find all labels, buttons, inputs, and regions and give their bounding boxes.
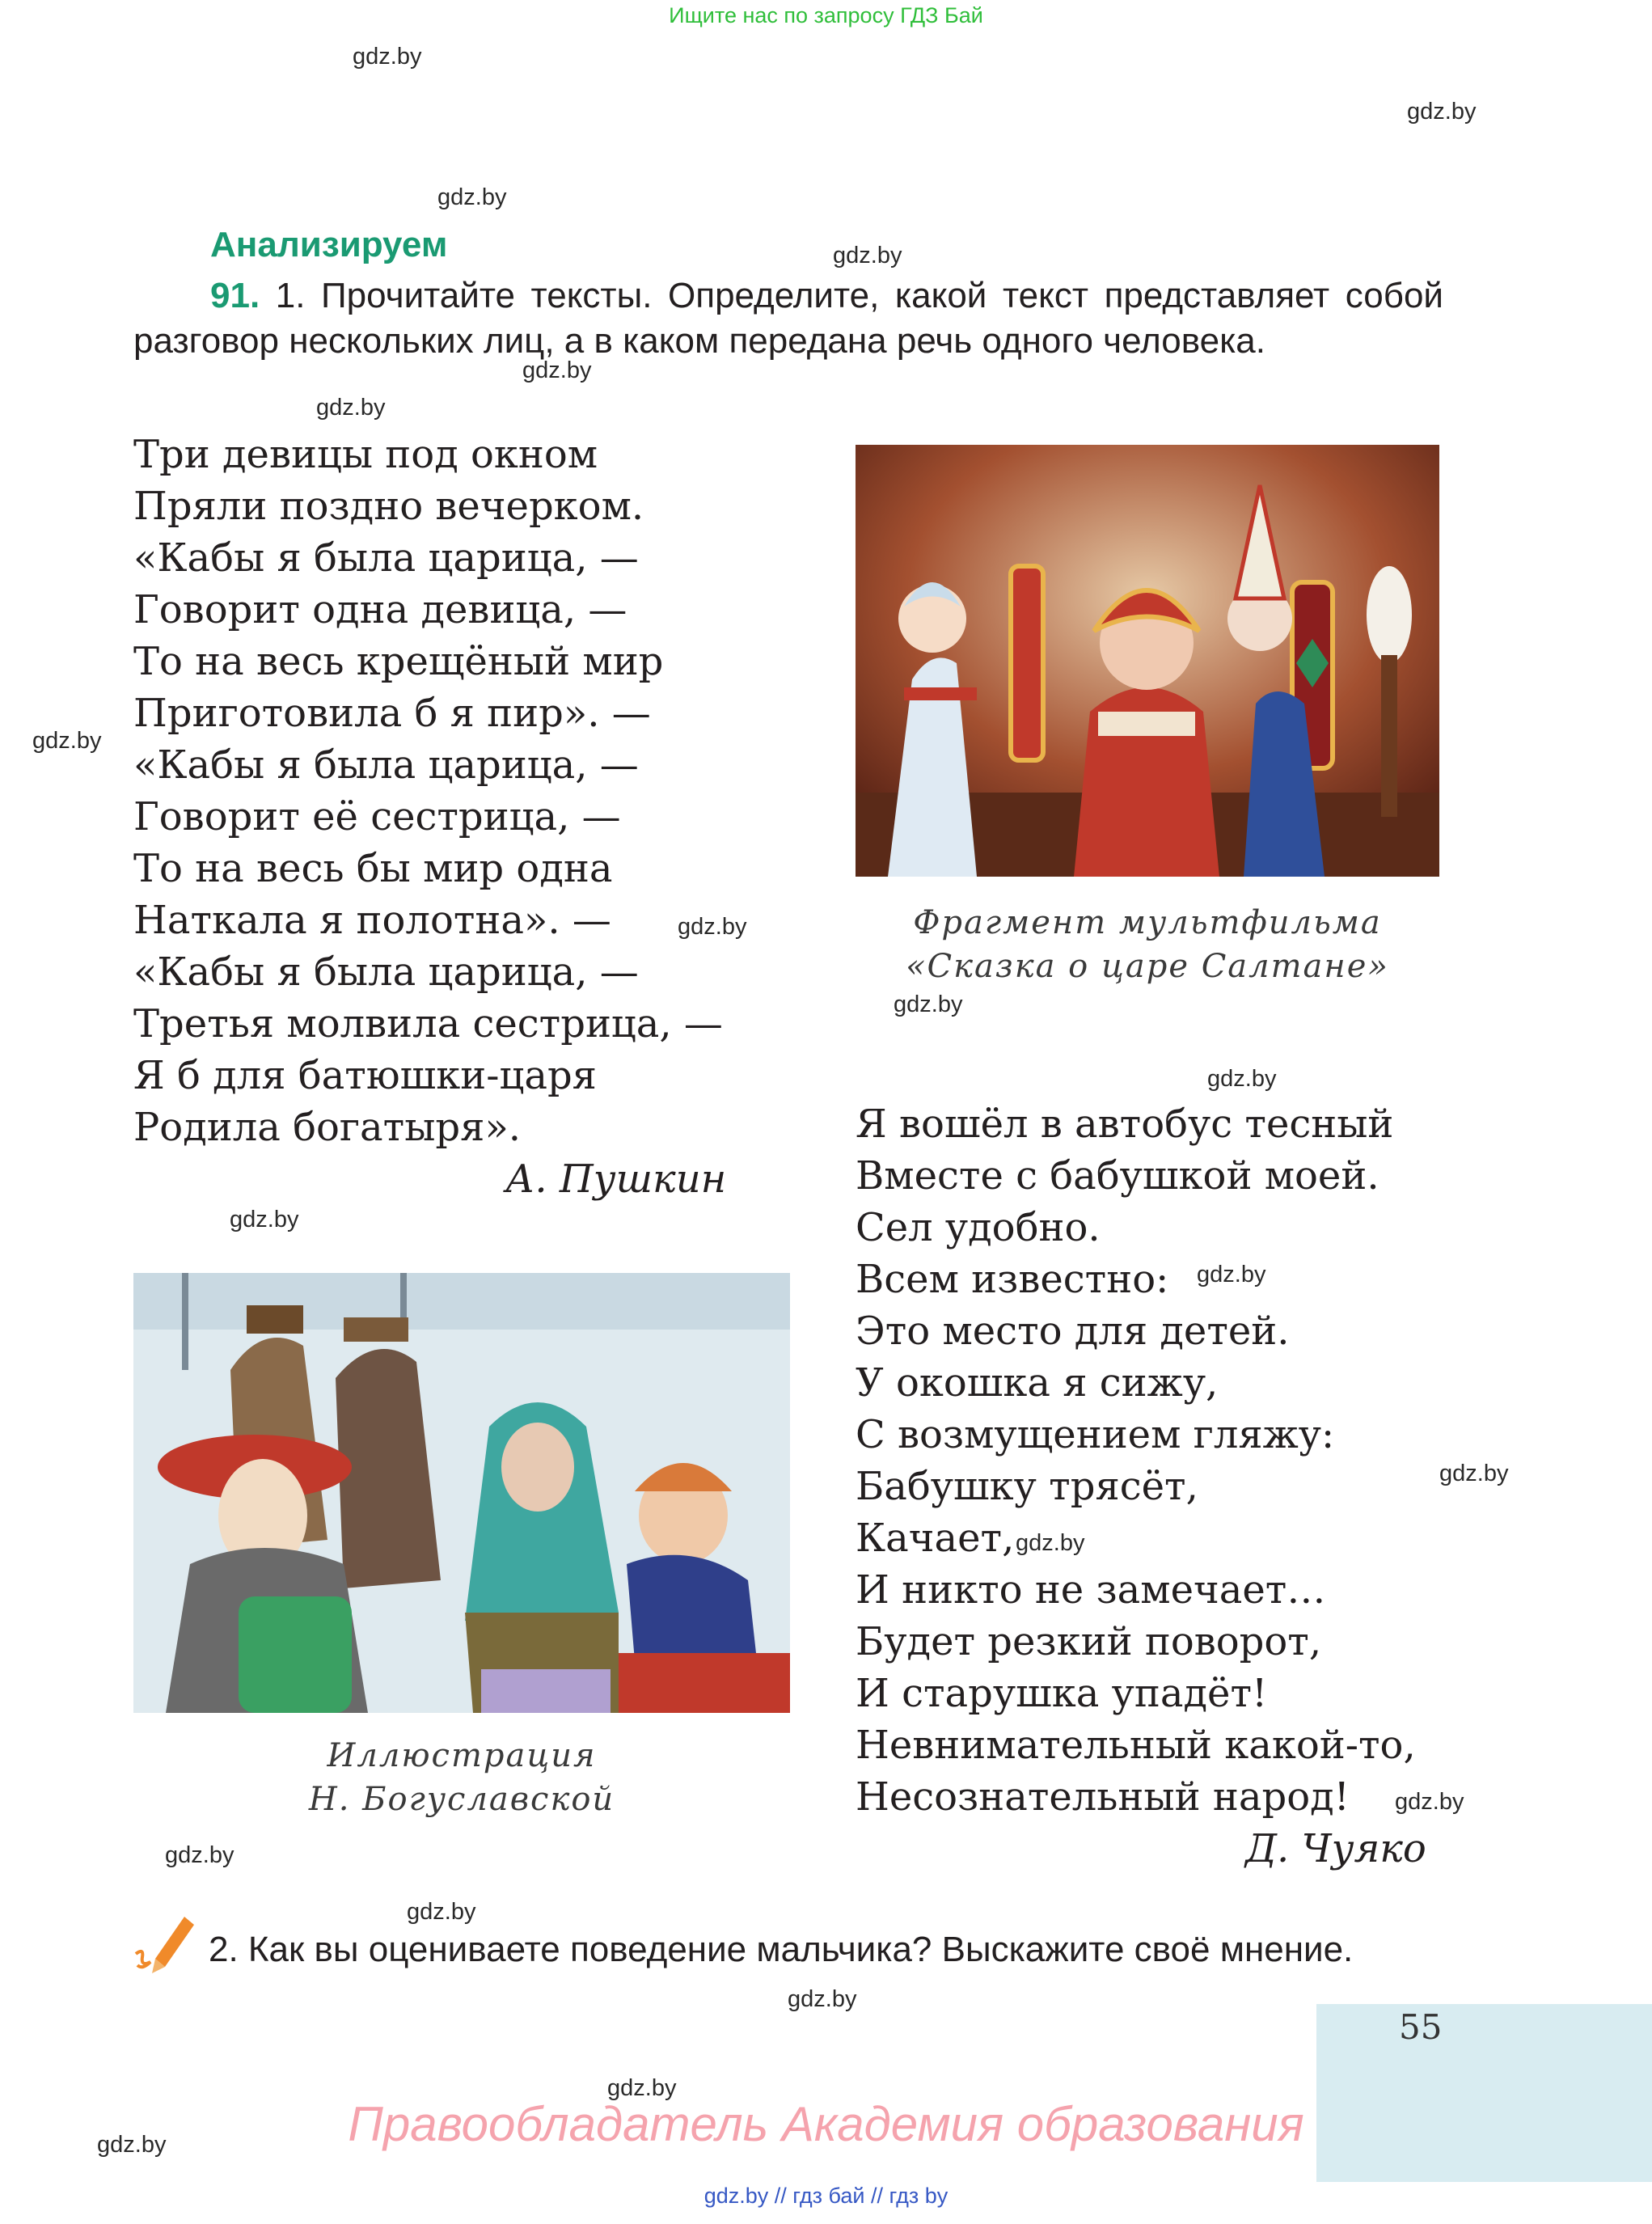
poem-pushkin-line: То на весь бы мир одна (133, 846, 613, 891)
cartoon-caption (856, 901, 1439, 988)
page-number-box (1316, 2004, 1652, 2182)
section-title: Анализируем (210, 225, 448, 264)
poem-chuyako-line: Будет резкий поворот, (856, 1619, 1322, 1664)
poem-chuyako-line: Невнимательный какой-то, (856, 1723, 1416, 1768)
watermark: gdz.by (607, 2075, 677, 2101)
watermark: gdz.by (437, 184, 507, 210)
poem-chuyako-line: И никто не замечает… (856, 1567, 1326, 1613)
cartoon-still-image (856, 445, 1439, 877)
poem-pushkin-line: Наткала я полотна». — (133, 898, 611, 943)
bus-illustration-image (133, 1273, 790, 1713)
watermark: gdz.by (894, 991, 963, 1017)
poem-pushkin-author: А. Пушкин (505, 1156, 727, 1202)
poem-pushkin-line: «Кабы я была царица, — (133, 949, 639, 995)
watermark: gdz.by (1197, 1262, 1266, 1287)
question-2: 2. Как вы оцениваете поведение мальчика? Выскажите своё мнение. (209, 1930, 1354, 1969)
poem-pushkin-line: Три девицы под окном (133, 432, 598, 477)
watermark: gdz.by (1016, 1530, 1085, 1556)
poem-chuyako-line: Вместе с бабушкой моей. (856, 1153, 1379, 1199)
watermark: gdz.by (788, 1986, 857, 2012)
watermark: gdz.by (32, 728, 102, 754)
poem-chuyako (856, 1098, 1416, 1823)
watermark: gdz.by (1439, 1461, 1509, 1486)
poem-chuyako-line: У окошка я сижу, (856, 1360, 1219, 1406)
bus-illustration-caption (133, 1734, 790, 1821)
watermark: gdz.by (407, 1899, 476, 1925)
poem-pushkin-line: «Кабы я была царица, — (133, 535, 639, 581)
poem-chuyako-line: Качает, (856, 1516, 1015, 1561)
poem-pushkin-line: Говорит её сестрица, — (133, 794, 621, 839)
watermark: gdz.by (678, 914, 747, 940)
poem-chuyako-line: Всем известно: (856, 1257, 1169, 1302)
task-instruction: 1. Прочитайте тексты. Определите, какой текст представляет собой разговор нескольких лиц, а в каком передана речь одного человека. (133, 276, 1443, 361)
poem-pushkin-line: Я б для батюшки-царя (133, 1053, 597, 1098)
pen-icon (131, 1909, 197, 1977)
footer-links[interactable]: gdz.by // гдз бай // гдз by (703, 2184, 949, 2208)
watermark: gdz.by (1207, 1066, 1277, 1092)
poem-pushkin-line: Родила богатыря». (133, 1105, 522, 1150)
poem-pushkin-line: Говорит одна девица, — (133, 587, 627, 632)
caption-line: «Сказка о царе Салтане» (906, 948, 1389, 985)
task-number: 91. (210, 276, 260, 315)
poem-pushkin-line: «Кабы я была царица, — (133, 742, 639, 788)
poem-pushkin-line: Приготовила б я пир». — (133, 691, 651, 736)
page-number: 55 (1399, 2007, 1443, 2047)
caption-line: Иллюстрация (327, 1737, 597, 1774)
poem-chuyako-line: С возмущением гляжу: (856, 1412, 1335, 1457)
watermark: gdz.by (97, 2132, 167, 2158)
caption-line: Фрагмент мультфильма (913, 904, 1382, 941)
poem-chuyako-author: Д. Чуяко (1245, 1826, 1426, 1871)
poem-pushkin-line: Пряли поздно вечерком. (133, 484, 644, 529)
caption-line: Н. Богуславской (308, 1781, 615, 1818)
watermark: gdz.by (1395, 1789, 1464, 1815)
poem-pushkin (133, 429, 723, 1153)
watermark: gdz.by (522, 357, 592, 383)
watermark: gdz.by (1407, 99, 1477, 125)
poem-chuyako-line: Я вошёл в автобус тесный (856, 1101, 1394, 1147)
top-banner[interactable]: Ищите нас по запросу ГДЗ Бай (669, 3, 983, 27)
watermark: gdz.by (316, 395, 386, 421)
watermark: gdz.by (353, 44, 422, 70)
watermark: gdz.by (165, 1842, 234, 1868)
poem-chuyako-line: И старушка упадёт! (856, 1671, 1268, 1716)
poem-pushkin-line: То на весь крещёный мир (133, 639, 664, 684)
watermark: gdz.by (230, 1207, 299, 1233)
poem-chuyako-line: Это место для детей. (856, 1309, 1290, 1354)
poem-pushkin-line: Третья молвила сестрица, — (133, 1001, 723, 1046)
poem-chuyako-line: Несознательный народ! (856, 1774, 1350, 1820)
task-text (133, 273, 1443, 364)
copyright-notice: Правообладатель Академия образования (348, 2097, 1304, 2151)
poem-chuyako-line: Бабушку трясёт, (856, 1464, 1198, 1509)
poem-chuyako-line: Сел удобно. (856, 1205, 1101, 1250)
watermark: gdz.by (833, 243, 902, 268)
